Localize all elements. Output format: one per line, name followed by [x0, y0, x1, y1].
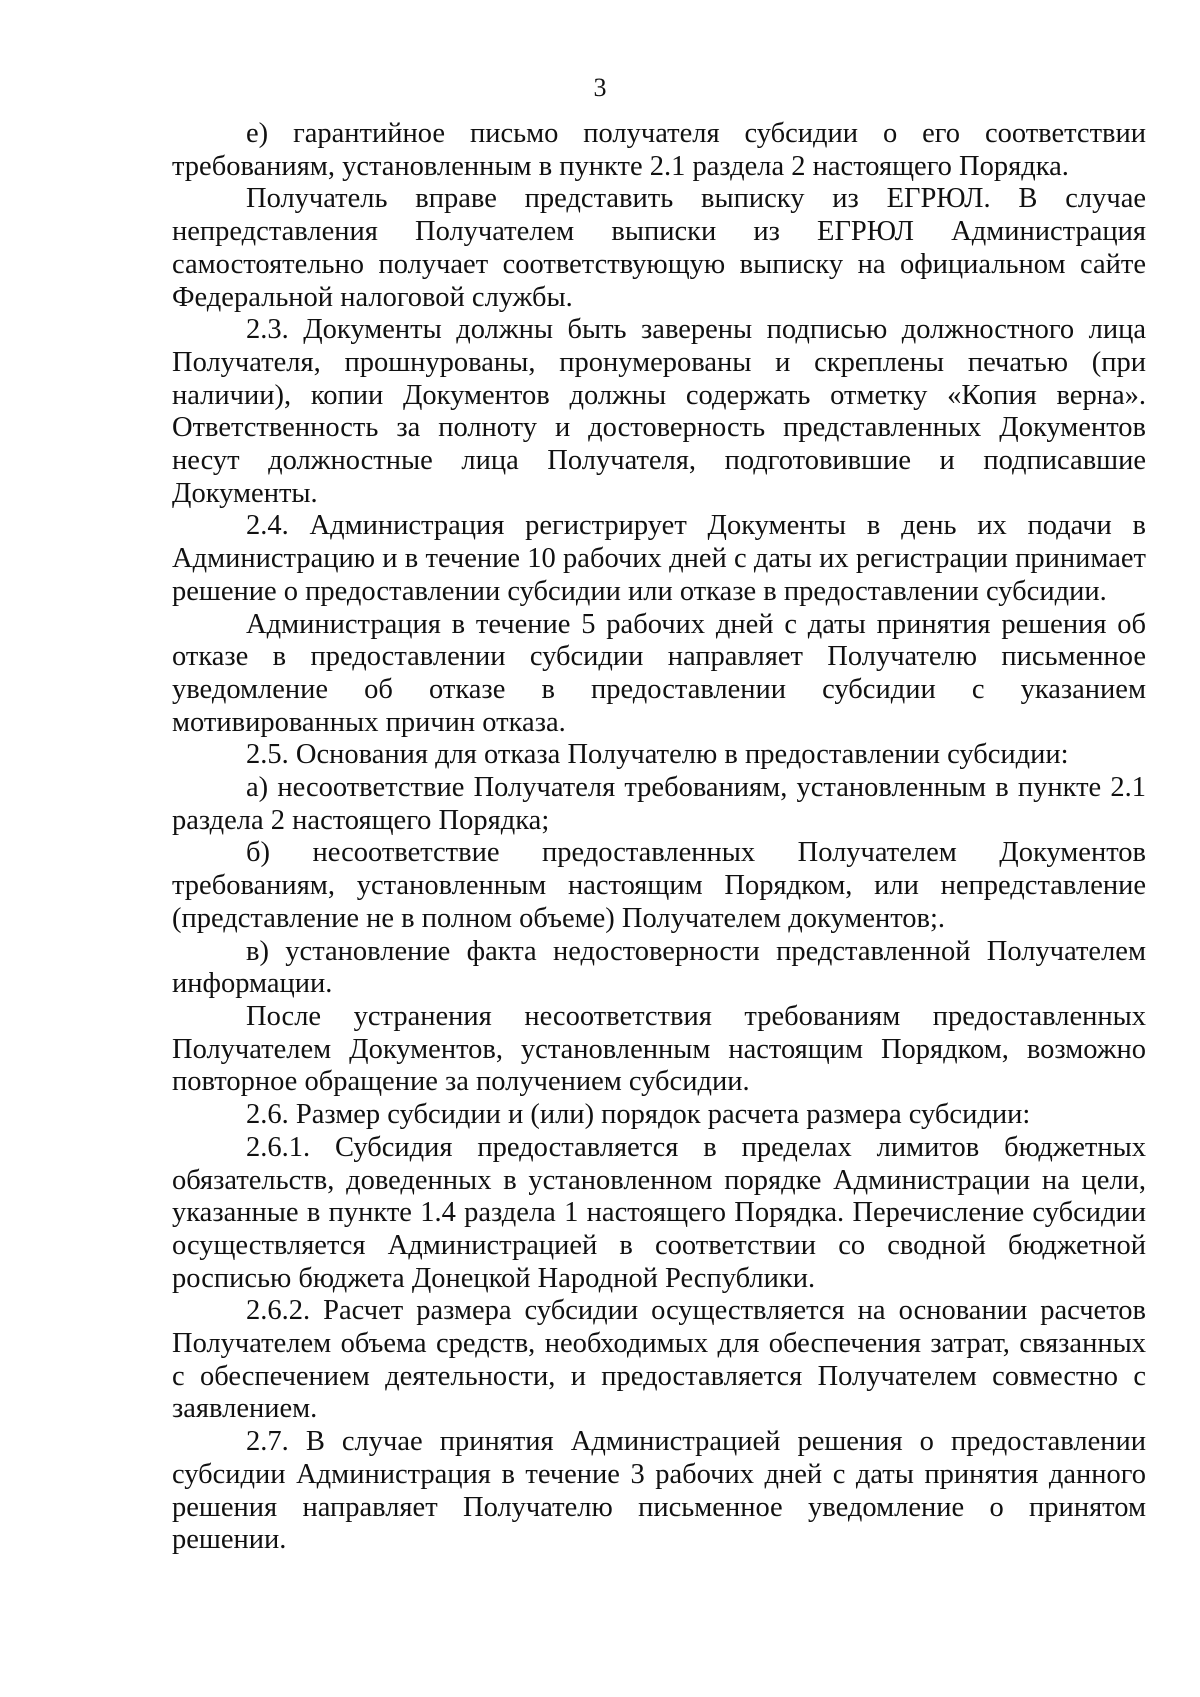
document-body	[172, 118, 1146, 1557]
paragraph-2-6-1: 2.6.1. Субсидия предоставляется в пределах лимитов бюджетных обязательств, доведенных в установленном порядке Администрации на цели, указанные в пункте 1.4 раздела 1 настоящего Порядка. Перечисление субсидии осуществляется Администрацией в соответствии со сводной бюджетной росписью бюджета Донецкой Народной Республики.	[172, 1131, 1146, 1294]
paragraph-2-7: 2.7. В случае принятия Администрацией решения о предоставлении субсидии Администрация в течение 3 рабочих дней с даты принятия данного решения направляет Получателю письменное уведомление о принятом решении.	[172, 1426, 1146, 1556]
paragraph-guarantee-letter: е) гарантийное письмо получателя субсидии о его соответствии требованиям, установленным в пункте 2.1 раздела 2 настоящего Порядка.	[172, 118, 1146, 182]
paragraph-egrul-extract: Получатель вправе представить выписку из ЕГРЮЛ. В случае непредставления Получателем выписки из ЕГРЮЛ Администрация самостоятельно получает соответствующую выписку на официальном сайте Федеральной налоговой службы.	[172, 183, 1146, 313]
paragraph-2-6-2: 2.6.2. Расчет размера субсидии осуществляется на основании расчетов Получателем объема средств, необходимых для обеспечения затрат, связанных с обеспечением деятельности, и предоставляется Получателем совместно с заявлением.	[172, 1295, 1146, 1425]
paragraph-2-6: 2.6. Размер субсидии и (или) порядок расчета размера субсидии:	[246, 1099, 1031, 1131]
paragraph-2-5: 2.5. Основания для отказа Получателю в предоставлении субсидии:	[246, 739, 1069, 771]
page-number: 3	[593, 73, 607, 102]
paragraph-refusal-notice: Администрация в течение 5 рабочих дней с даты принятия решения об отказе в предоставлении субсидии направляет Получателю письменное уведомление об отказе в предоставлении субсидии с указанием мотивированных причин отказа.	[172, 608, 1146, 738]
paragraph-2-3: 2.3. Документы должны быть заверены подписью должностного лица Получателя, прошнурованы, пронумерованы и скреплены печатью (при наличии), копии Документов должны содержать отметку «Копия верна». Ответственность за полноту и достоверность представленных Документов несут должностные лица Получателя, подготовившие и подписавшие Документы.	[172, 314, 1146, 509]
list-item-a: а) несоответствие Получателя требованиям, установленным в пункте 2.1 раздела 2 настоящего Порядка;	[172, 772, 1146, 836]
list-item-v: в) установление факта недостоверности представленной Получателем информации.	[172, 935, 1146, 1000]
paragraph-2-4: 2.4. Администрация регистрирует Документы в день их подачи в Администрацию и в течение 10 рабочих дней с даты их регистрации принимает решение о предоставлении субсидии или отказе в предоставлении субсидии.	[172, 510, 1146, 607]
paragraph-reapplication: После устранения несоответствия требованиям предоставленных Получателем Документов, установленным настоящим Порядком, возможно повторное обращение за получением субсидии.	[172, 1000, 1146, 1098]
list-item-b: б) несоответствие предоставленных Получателем Документов требованиям, установленным настоящим Порядком, или непредставление (представление не в полном объеме) Получателем документов;.	[172, 837, 1146, 934]
